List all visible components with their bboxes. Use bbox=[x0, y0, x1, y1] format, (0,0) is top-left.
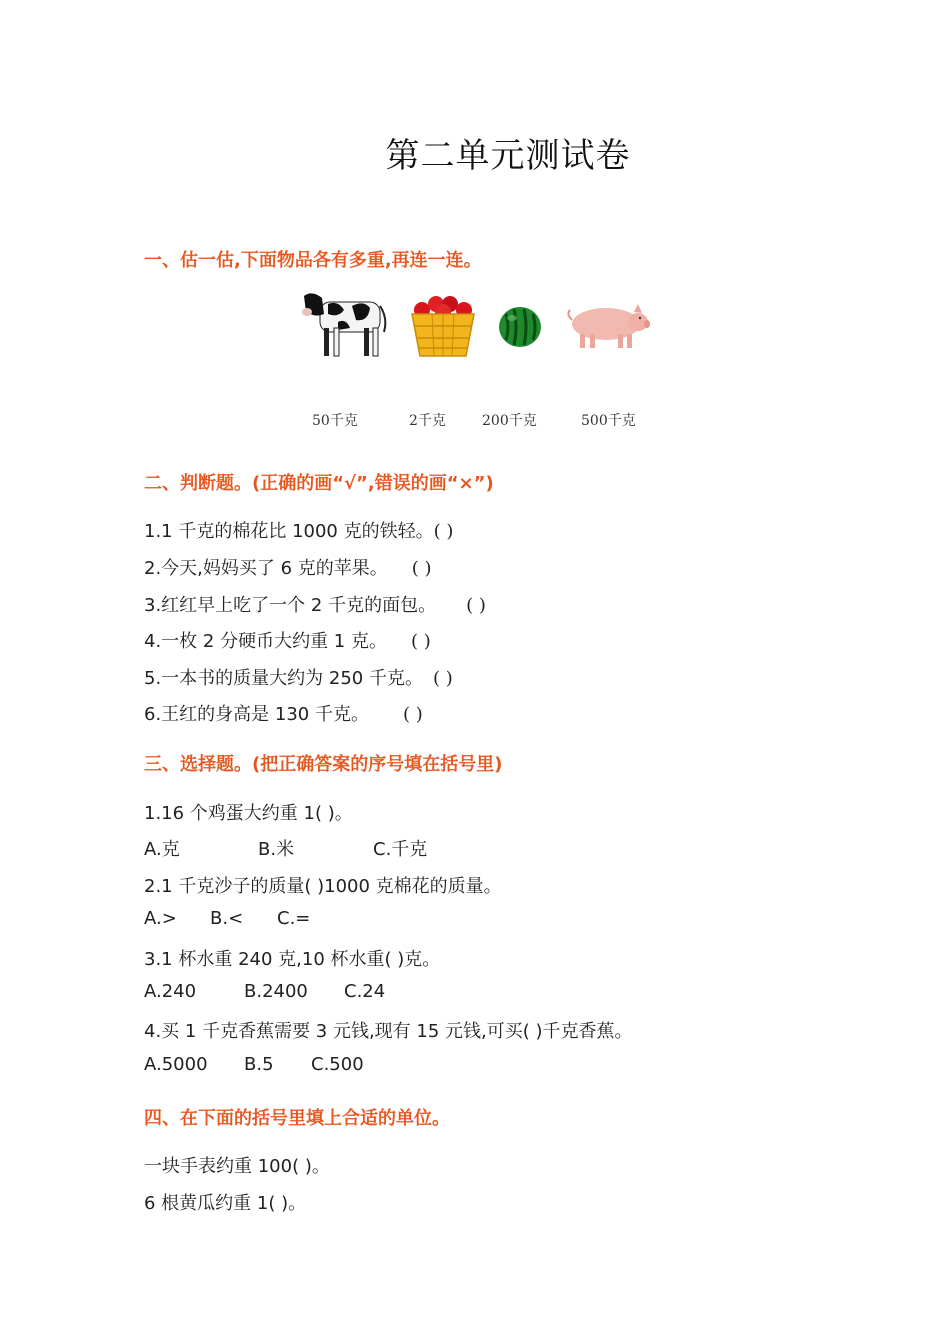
choice-question-2: 2.1 千克沙子的质量( )1000 克棉花的质量。 bbox=[144, 876, 502, 897]
page-title: 第二单元测试卷 bbox=[385, 136, 631, 176]
weight-option-2kg: 2千克 bbox=[409, 413, 446, 429]
item-text: 2.今天,妈妈买了 6 克的苹果。 bbox=[144, 558, 388, 579]
choice-option[interactable]: A.> bbox=[144, 908, 177, 929]
choice-question-3: 3.1 杯水重 240 克,10 杯水重( )克。 bbox=[144, 949, 441, 970]
true-false-item bbox=[144, 517, 453, 543]
unit-fill-item: 6 根黄瓜约重 1( )。 bbox=[144, 1193, 307, 1214]
choice-question-1: 1.16 个鸡蛋大约重 1( )。 bbox=[144, 803, 353, 824]
section-heading-estimate: 一、估一估,下面物品各有多重,再连一连。 bbox=[144, 250, 482, 271]
choice-option[interactable]: A.5000 bbox=[144, 1054, 208, 1075]
item-text: 3.红红早上吃了一个 2 千克的面包。 bbox=[144, 595, 437, 616]
answer-blank[interactable]: ( ) bbox=[432, 668, 453, 689]
choice-option[interactable]: A.克 bbox=[144, 839, 180, 860]
true-false-item bbox=[144, 700, 423, 726]
choice-question-4: 4.买 1 千克香蕉需要 3 元钱,现有 15 元钱,可买( )千克香蕉。 bbox=[144, 1021, 633, 1042]
choice-option[interactable]: B.< bbox=[210, 908, 244, 929]
true-false-item bbox=[144, 627, 431, 653]
weight-option-500kg: 500千克 bbox=[581, 413, 636, 429]
answer-blank[interactable]: ( ) bbox=[410, 631, 431, 652]
true-false-item bbox=[144, 591, 486, 617]
choice-option[interactable]: B.2400 bbox=[244, 981, 308, 1002]
true-false-item bbox=[144, 664, 453, 690]
item-text: 4.一枚 2 分硬币大约重 1 克。 bbox=[144, 631, 387, 652]
pig-image bbox=[564, 300, 650, 352]
choice-option[interactable]: C.500 bbox=[311, 1054, 364, 1075]
section-heading-multiple-choice: 三、选择题。(把正确答案的序号填在括号里) bbox=[144, 754, 503, 775]
item-text: 6.王红的身高是 130 千克。 bbox=[144, 704, 369, 725]
weight-option-200kg: 200千克 bbox=[482, 413, 537, 429]
true-false-item bbox=[144, 554, 432, 580]
weight-option-50kg: 50千克 bbox=[312, 413, 358, 429]
item-text: 5.一本书的质量大约为 250 千克。 bbox=[144, 668, 423, 689]
answer-blank[interactable]: ( ) bbox=[433, 521, 454, 542]
section-heading-units: 四、在下面的括号里填上合适的单位。 bbox=[144, 1108, 450, 1129]
answer-blank[interactable]: ( ) bbox=[466, 595, 486, 616]
choice-option[interactable]: B.5 bbox=[244, 1054, 274, 1075]
choice-option[interactable]: C.千克 bbox=[373, 839, 428, 860]
choice-option[interactable]: A.240 bbox=[144, 981, 197, 1002]
choice-option[interactable]: B.米 bbox=[258, 839, 295, 860]
answer-blank[interactable]: ( ) bbox=[402, 704, 423, 725]
unit-fill-item: 一块手表约重 100( )。 bbox=[144, 1156, 330, 1177]
section-heading-true-false: 二、判断题。(正确的画“√”,错误的画“×”) bbox=[144, 473, 494, 494]
item-text: 1.1 千克的棉花比 1000 克的铁轻。 bbox=[144, 521, 434, 542]
apple-basket-image bbox=[410, 292, 476, 358]
cow-image bbox=[298, 288, 390, 360]
answer-blank[interactable]: ( ) bbox=[411, 558, 432, 579]
watermelon-image bbox=[498, 306, 542, 348]
choice-option[interactable]: C.= bbox=[277, 908, 311, 929]
choice-option[interactable]: C.24 bbox=[344, 981, 386, 1002]
